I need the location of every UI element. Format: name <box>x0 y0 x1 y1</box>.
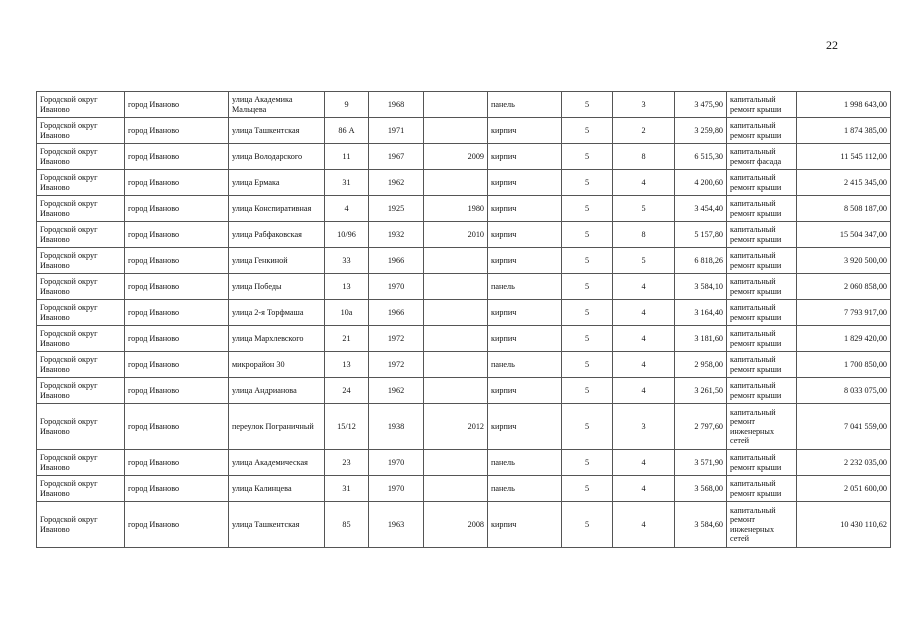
address-street-cell: улица Конспиративная <box>229 196 325 222</box>
area-cell: 6 515,30 <box>675 144 727 170</box>
entrances-cell: 4 <box>613 378 675 404</box>
municipality-cell: Городской округ Иваново <box>37 404 125 450</box>
house-number-cell: 23 <box>325 450 369 476</box>
wall-material-cell: кирпич <box>488 118 562 144</box>
entrances-cell: 4 <box>613 326 675 352</box>
address-street-cell: улица Академическая <box>229 450 325 476</box>
address-street-cell: улица Мархлевского <box>229 326 325 352</box>
construction-year-cell: 1938 <box>369 404 424 450</box>
construction-year-cell: 1962 <box>369 378 424 404</box>
settlement-cell: город Иваново <box>125 144 229 170</box>
cost-cell: 3 920 500,00 <box>797 248 891 274</box>
municipality-cell: Городской округ Иваново <box>37 378 125 404</box>
area-cell: 3 571,90 <box>675 450 727 476</box>
area-cell: 3 568,00 <box>675 476 727 502</box>
repair-type-cell: капитальный ремонт крыши <box>727 352 797 378</box>
repair-type-cell: капитальный ремонт крыши <box>727 476 797 502</box>
address-street-cell: улица Ермака <box>229 170 325 196</box>
cost-cell: 11 545 112,00 <box>797 144 891 170</box>
address-street-cell: улица Андрианова <box>229 378 325 404</box>
municipality-cell: Городской округ Иваново <box>37 92 125 118</box>
address-street-cell: улица Ташкентская <box>229 118 325 144</box>
entrances-cell: 4 <box>613 502 675 548</box>
settlement-cell: город Иваново <box>125 118 229 144</box>
reconstruction-year-cell <box>424 476 488 502</box>
address-street-cell: улица Володарского <box>229 144 325 170</box>
address-street-cell: микрорайон 30 <box>229 352 325 378</box>
entrances-cell: 4 <box>613 476 675 502</box>
municipality-cell: Городской округ Иваново <box>37 248 125 274</box>
settlement-cell: город Иваново <box>125 222 229 248</box>
area-cell: 5 157,80 <box>675 222 727 248</box>
repair-type-cell: капитальный ремонт крыши <box>727 170 797 196</box>
cost-cell: 1 998 643,00 <box>797 92 891 118</box>
repair-type-cell: капитальный ремонт крыши <box>727 450 797 476</box>
house-number-cell: 31 <box>325 170 369 196</box>
floors-cell: 5 <box>562 378 613 404</box>
entrances-cell: 5 <box>613 248 675 274</box>
municipality-cell: Городской округ Иваново <box>37 118 125 144</box>
cost-cell: 8 508 187,00 <box>797 196 891 222</box>
address-street-cell: улица 2-я Торфмаша <box>229 300 325 326</box>
municipality-cell: Городской округ Иваново <box>37 222 125 248</box>
floors-cell: 5 <box>562 404 613 450</box>
repair-type-cell: капитальный ремонт фасада <box>727 144 797 170</box>
cost-cell: 15 504 347,00 <box>797 222 891 248</box>
table-row <box>37 450 891 476</box>
municipality-cell: Городской округ Иваново <box>37 274 125 300</box>
repair-type-cell: капитальный ремонт крыши <box>727 222 797 248</box>
settlement-cell: город Иваново <box>125 248 229 274</box>
municipality-cell: Городской округ Иваново <box>37 196 125 222</box>
floors-cell: 5 <box>562 196 613 222</box>
settlement-cell: город Иваново <box>125 196 229 222</box>
settlement-cell: город Иваново <box>125 352 229 378</box>
repair-type-cell: капитальный ремонт инженерных сетей <box>727 404 797 450</box>
reconstruction-year-cell <box>424 170 488 196</box>
reconstruction-year-cell <box>424 300 488 326</box>
wall-material-cell: панель <box>488 274 562 300</box>
wall-material-cell: кирпич <box>488 326 562 352</box>
cost-cell: 7 041 559,00 <box>797 404 891 450</box>
address-street-cell: улица Калинцева <box>229 476 325 502</box>
entrances-cell: 4 <box>613 352 675 378</box>
wall-material-cell: кирпич <box>488 404 562 450</box>
repair-type-cell: капитальный ремонт инженерных сетей <box>727 502 797 548</box>
address-street-cell: переулок Пограничный <box>229 404 325 450</box>
floors-cell: 5 <box>562 476 613 502</box>
municipality-cell: Городской округ Иваново <box>37 144 125 170</box>
house-number-cell: 10а <box>325 300 369 326</box>
house-number-cell: 13 <box>325 352 369 378</box>
floors-cell: 5 <box>562 222 613 248</box>
wall-material-cell: панель <box>488 450 562 476</box>
wall-material-cell: кирпич <box>488 248 562 274</box>
house-number-cell: 31 <box>325 476 369 502</box>
cost-cell: 2 415 345,00 <box>797 170 891 196</box>
cost-cell: 7 793 917,00 <box>797 300 891 326</box>
entrances-cell: 4 <box>613 450 675 476</box>
cost-cell: 2 060 858,00 <box>797 274 891 300</box>
entrances-cell: 4 <box>613 170 675 196</box>
wall-material-cell: кирпич <box>488 170 562 196</box>
repair-type-cell: капитальный ремонт крыши <box>727 326 797 352</box>
house-number-cell: 21 <box>325 326 369 352</box>
reconstruction-year-cell <box>424 326 488 352</box>
construction-year-cell: 1963 <box>369 502 424 548</box>
area-cell: 3 164,40 <box>675 300 727 326</box>
entrances-cell: 4 <box>613 300 675 326</box>
floors-cell: 5 <box>562 502 613 548</box>
settlement-cell: город Иваново <box>125 274 229 300</box>
wall-material-cell: панель <box>488 352 562 378</box>
reconstruction-year-cell <box>424 450 488 476</box>
house-number-cell: 86 А <box>325 118 369 144</box>
settlement-cell: город Иваново <box>125 92 229 118</box>
address-street-cell: улица Рабфаковская <box>229 222 325 248</box>
house-number-cell: 11 <box>325 144 369 170</box>
municipality-cell: Городской округ Иваново <box>37 170 125 196</box>
settlement-cell: город Иваново <box>125 450 229 476</box>
settlement-cell: город Иваново <box>125 170 229 196</box>
area-cell: 3 584,10 <box>675 274 727 300</box>
reconstruction-year-cell: 2012 <box>424 404 488 450</box>
municipality-cell: Городской округ Иваново <box>37 476 125 502</box>
wall-material-cell: кирпич <box>488 144 562 170</box>
address-street-cell: улица Генкиной <box>229 248 325 274</box>
area-cell: 2 797,60 <box>675 404 727 450</box>
house-number-cell: 15/12 <box>325 404 369 450</box>
page-number: 22 <box>826 38 838 52</box>
municipality-cell: Городской округ Иваново <box>37 300 125 326</box>
cost-cell: 2 051 600,00 <box>797 476 891 502</box>
construction-year-cell: 1966 <box>369 300 424 326</box>
entrances-cell: 3 <box>613 404 675 450</box>
cost-cell: 8 033 075,00 <box>797 378 891 404</box>
house-number-cell: 4 <box>325 196 369 222</box>
floors-cell: 5 <box>562 170 613 196</box>
cost-cell: 1 700 850,00 <box>797 352 891 378</box>
wall-material-cell: панель <box>488 92 562 118</box>
repair-type-cell: капитальный ремонт крыши <box>727 300 797 326</box>
cost-cell: 1 874 385,00 <box>797 118 891 144</box>
settlement-cell: город Иваново <box>125 502 229 548</box>
entrances-cell: 3 <box>613 92 675 118</box>
area-cell: 3 259,80 <box>675 118 727 144</box>
house-number-cell: 9 <box>325 92 369 118</box>
area-cell: 3 181,60 <box>675 326 727 352</box>
municipality-cell: Городской округ Иваново <box>37 450 125 476</box>
area-cell: 3 454,40 <box>675 196 727 222</box>
repair-type-cell: капитальный ремонт крыши <box>727 248 797 274</box>
area-cell: 4 200,60 <box>675 170 727 196</box>
house-number-cell: 33 <box>325 248 369 274</box>
area-cell: 3 475,90 <box>675 92 727 118</box>
construction-year-cell: 1932 <box>369 222 424 248</box>
reconstruction-year-cell: 2008 <box>424 502 488 548</box>
table-row <box>37 196 891 222</box>
table-row <box>37 300 891 326</box>
cost-cell: 2 232 035,00 <box>797 450 891 476</box>
settlement-cell: город Иваново <box>125 404 229 450</box>
floors-cell: 5 <box>562 144 613 170</box>
municipality-cell: Городской округ Иваново <box>37 326 125 352</box>
table-row <box>37 476 891 502</box>
construction-year-cell: 1962 <box>369 170 424 196</box>
area-cell: 3 261,50 <box>675 378 727 404</box>
table-row <box>37 118 891 144</box>
repair-type-cell: капитальный ремонт крыши <box>727 274 797 300</box>
house-number-cell: 10/96 <box>325 222 369 248</box>
entrances-cell: 2 <box>613 118 675 144</box>
floors-cell: 5 <box>562 300 613 326</box>
cost-cell: 1 829 420,00 <box>797 326 891 352</box>
construction-year-cell: 1970 <box>369 476 424 502</box>
construction-year-cell: 1967 <box>369 144 424 170</box>
house-number-cell: 24 <box>325 378 369 404</box>
reconstruction-year-cell: 2009 <box>424 144 488 170</box>
construction-year-cell: 1966 <box>369 248 424 274</box>
address-street-cell: улица Победы <box>229 274 325 300</box>
floors-cell: 5 <box>562 248 613 274</box>
construction-year-cell: 1971 <box>369 118 424 144</box>
floors-cell: 5 <box>562 118 613 144</box>
reconstruction-year-cell <box>424 274 488 300</box>
wall-material-cell: кирпич <box>488 300 562 326</box>
table-row <box>37 326 891 352</box>
floors-cell: 5 <box>562 352 613 378</box>
settlement-cell: город Иваново <box>125 326 229 352</box>
table-row <box>37 170 891 196</box>
reconstruction-year-cell <box>424 248 488 274</box>
floors-cell: 5 <box>562 450 613 476</box>
area-cell: 2 958,00 <box>675 352 727 378</box>
reconstruction-year-cell <box>424 118 488 144</box>
construction-year-cell: 1970 <box>369 274 424 300</box>
address-street-cell: улица Ташкентская <box>229 502 325 548</box>
entrances-cell: 8 <box>613 222 675 248</box>
address-street-cell: улица Академика Мальцева <box>229 92 325 118</box>
table-row <box>37 144 891 170</box>
repair-type-cell: капитальный ремонт крыши <box>727 378 797 404</box>
wall-material-cell: кирпич <box>488 196 562 222</box>
house-number-cell: 13 <box>325 274 369 300</box>
reconstruction-year-cell <box>424 378 488 404</box>
table-row <box>37 274 891 300</box>
settlement-cell: город Иваново <box>125 378 229 404</box>
entrances-cell: 4 <box>613 274 675 300</box>
house-number-cell: 85 <box>325 502 369 548</box>
construction-year-cell: 1972 <box>369 326 424 352</box>
floors-cell: 5 <box>562 326 613 352</box>
housing-repair-table <box>36 91 891 548</box>
settlement-cell: город Иваново <box>125 476 229 502</box>
construction-year-cell: 1970 <box>369 450 424 476</box>
area-cell: 6 818,26 <box>675 248 727 274</box>
wall-material-cell: кирпич <box>488 378 562 404</box>
table-row <box>37 502 891 548</box>
floors-cell: 5 <box>562 274 613 300</box>
construction-year-cell: 1968 <box>369 92 424 118</box>
municipality-cell: Городской округ Иваново <box>37 502 125 548</box>
reconstruction-year-cell: 1980 <box>424 196 488 222</box>
construction-year-cell: 1925 <box>369 196 424 222</box>
entrances-cell: 8 <box>613 144 675 170</box>
table-row <box>37 248 891 274</box>
repair-type-cell: капитальный ремонт крыши <box>727 92 797 118</box>
settlement-cell: город Иваново <box>125 300 229 326</box>
table-row <box>37 92 891 118</box>
cost-cell: 10 430 110,62 <box>797 502 891 548</box>
table-row <box>37 378 891 404</box>
wall-material-cell: кирпич <box>488 222 562 248</box>
area-cell: 3 584,60 <box>675 502 727 548</box>
table-row <box>37 404 891 450</box>
wall-material-cell: панель <box>488 476 562 502</box>
reconstruction-year-cell <box>424 352 488 378</box>
entrances-cell: 5 <box>613 196 675 222</box>
table-row <box>37 222 891 248</box>
municipality-cell: Городской округ Иваново <box>37 352 125 378</box>
repair-type-cell: капитальный ремонт крыши <box>727 196 797 222</box>
wall-material-cell: кирпич <box>488 502 562 548</box>
floors-cell: 5 <box>562 92 613 118</box>
repair-type-cell: капитальный ремонт крыши <box>727 118 797 144</box>
construction-year-cell: 1972 <box>369 352 424 378</box>
table-row <box>37 352 891 378</box>
reconstruction-year-cell <box>424 92 488 118</box>
reconstruction-year-cell: 2010 <box>424 222 488 248</box>
